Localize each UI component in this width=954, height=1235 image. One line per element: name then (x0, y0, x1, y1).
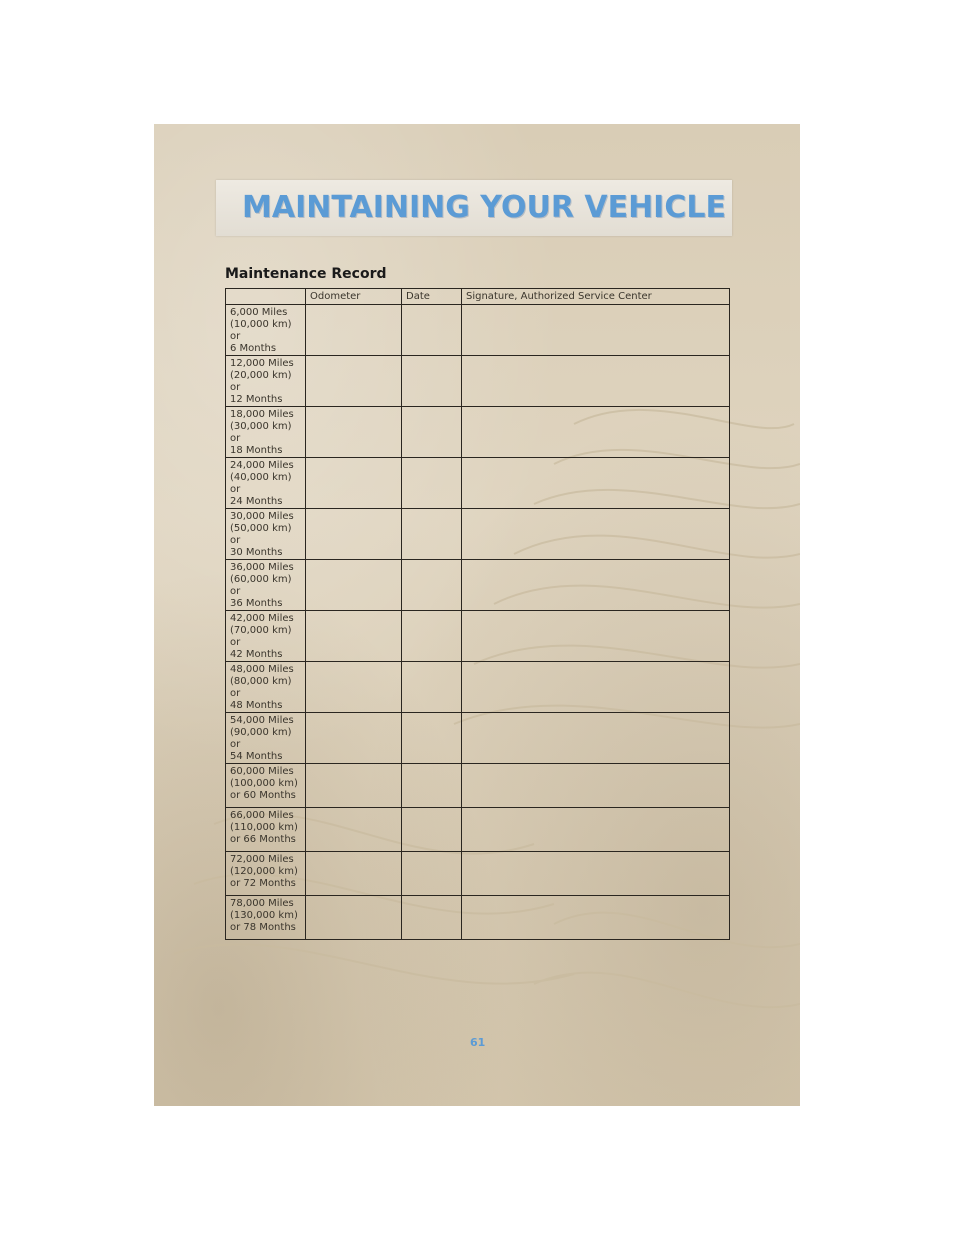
interval-line: 24 Months (230, 496, 283, 507)
interval-line: (80,000 km) or (230, 676, 292, 699)
date-cell[interactable] (402, 896, 462, 940)
column-header-date: Date (402, 289, 462, 305)
interval-line: or 78 Months (230, 922, 296, 933)
table-body (226, 305, 730, 940)
date-cell[interactable] (402, 852, 462, 896)
odometer-cell[interactable] (306, 560, 402, 611)
column-header-odometer: Odometer (306, 289, 402, 305)
interval-line: (40,000 km) or (230, 472, 292, 495)
interval-line: 54 Months (230, 751, 283, 762)
table-row (226, 458, 730, 509)
interval-line: 36,000 Miles (230, 562, 294, 573)
signature-cell[interactable] (462, 808, 730, 852)
interval-line: (110,000 km) (230, 822, 298, 833)
interval-line: 72,000 Miles (230, 854, 294, 865)
signature-cell[interactable] (462, 356, 730, 407)
interval-cell (226, 458, 306, 509)
interval-cell (226, 356, 306, 407)
date-cell[interactable] (402, 808, 462, 852)
table-row (226, 808, 730, 852)
odometer-cell[interactable] (306, 356, 402, 407)
date-cell[interactable] (402, 764, 462, 808)
interval-line: 24,000 Miles (230, 460, 294, 471)
interval-line: 78,000 Miles (230, 898, 294, 909)
date-cell[interactable] (402, 713, 462, 764)
signature-cell[interactable] (462, 458, 730, 509)
signature-cell[interactable] (462, 896, 730, 940)
interval-line: (20,000 km) or (230, 370, 292, 393)
interval-line: 18,000 Miles (230, 409, 294, 420)
interval-line: (100,000 km) (230, 778, 298, 789)
interval-line: 6 Months (230, 343, 277, 354)
signature-cell[interactable] (462, 764, 730, 808)
signature-cell[interactable] (462, 407, 730, 458)
interval-line: 48 Months (230, 700, 283, 711)
odometer-cell[interactable] (306, 611, 402, 662)
interval-line: (120,000 km) (230, 866, 298, 877)
date-cell[interactable] (402, 560, 462, 611)
interval-line: 6,000 Miles (230, 307, 288, 318)
interval-cell (226, 611, 306, 662)
interval-cell (226, 662, 306, 713)
section-heading: Maintenance Record (225, 266, 387, 282)
interval-line: 36 Months (230, 598, 283, 609)
odometer-cell[interactable] (306, 305, 402, 356)
interval-line: 12 Months (230, 394, 283, 405)
interval-cell (226, 713, 306, 764)
interval-cell (226, 808, 306, 852)
odometer-cell[interactable] (306, 713, 402, 764)
interval-cell (226, 305, 306, 356)
interval-line: (10,000 km) or (230, 319, 292, 342)
date-cell[interactable] (402, 407, 462, 458)
table-row (226, 509, 730, 560)
interval-line: 12,000 Miles (230, 358, 294, 369)
column-header-signature: Signature, Authorized Service Center (462, 289, 730, 305)
interval-line: (60,000 km) or (230, 574, 292, 597)
interval-line: (30,000 km) or (230, 421, 292, 444)
date-cell[interactable] (402, 356, 462, 407)
interval-line: 18 Months (230, 445, 283, 456)
maintenance-record-table (225, 288, 730, 940)
interval-line: 60,000 Miles (230, 766, 294, 777)
interval-line: (130,000 km) (230, 910, 298, 921)
table-row (226, 611, 730, 662)
table-row (226, 407, 730, 458)
interval-line: 48,000 Miles (230, 664, 294, 675)
odometer-cell[interactable] (306, 509, 402, 560)
interval-line: or 72 Months (230, 878, 296, 889)
odometer-cell[interactable] (306, 458, 402, 509)
signature-cell[interactable] (462, 662, 730, 713)
table-row (226, 662, 730, 713)
page-title: MAINTAINING YOUR VEHICLE (242, 190, 726, 225)
page-number: 61 (470, 1036, 486, 1049)
signature-cell[interactable] (462, 852, 730, 896)
interval-line: (50,000 km) or (230, 523, 292, 546)
interval-cell (226, 896, 306, 940)
interval-line: 66,000 Miles (230, 810, 294, 821)
interval-cell (226, 764, 306, 808)
signature-cell[interactable] (462, 509, 730, 560)
interval-line: 54,000 Miles (230, 715, 294, 726)
table-header-row (226, 289, 730, 305)
table-row (226, 896, 730, 940)
table-row (226, 305, 730, 356)
interval-line: or 66 Months (230, 834, 296, 845)
signature-cell[interactable] (462, 560, 730, 611)
table-row (226, 356, 730, 407)
interval-cell (226, 509, 306, 560)
interval-line: 42,000 Miles (230, 613, 294, 624)
interval-line: 30,000 Miles (230, 511, 294, 522)
interval-cell (226, 407, 306, 458)
signature-cell[interactable] (462, 305, 730, 356)
odometer-cell[interactable] (306, 662, 402, 713)
table-row (226, 852, 730, 896)
interval-line: (90,000 km) or (230, 727, 292, 750)
date-cell[interactable] (402, 509, 462, 560)
manual-page (154, 124, 800, 1106)
odometer-cell[interactable] (306, 852, 402, 896)
table-row (226, 764, 730, 808)
interval-line: (70,000 km) or (230, 625, 292, 648)
table-row (226, 560, 730, 611)
odometer-cell[interactable] (306, 896, 402, 940)
interval-line: 42 Months (230, 649, 283, 660)
odometer-cell[interactable] (306, 808, 402, 852)
table-row (226, 713, 730, 764)
date-cell[interactable] (402, 458, 462, 509)
column-header-interval (226, 289, 306, 305)
interval-line: 30 Months (230, 547, 283, 558)
interval-cell (226, 852, 306, 896)
date-cell[interactable] (402, 611, 462, 662)
odometer-cell[interactable] (306, 764, 402, 808)
date-cell[interactable] (402, 662, 462, 713)
signature-cell[interactable] (462, 611, 730, 662)
interval-cell (226, 560, 306, 611)
odometer-cell[interactable] (306, 407, 402, 458)
date-cell[interactable] (402, 305, 462, 356)
interval-line: or 60 Months (230, 790, 296, 801)
signature-cell[interactable] (462, 713, 730, 764)
